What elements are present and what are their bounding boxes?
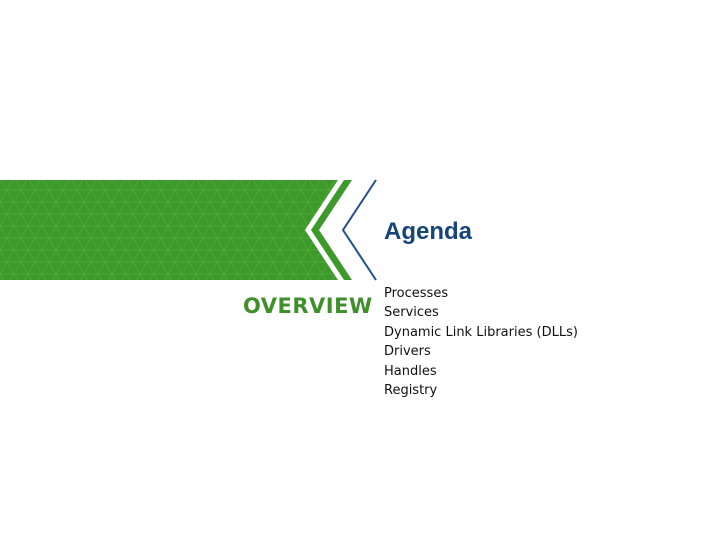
- green-banner-graphic: [0, 178, 380, 282]
- agenda-item: Processes: [384, 286, 449, 301]
- agenda-list: [384, 284, 578, 400]
- agenda-item: Dynamic Link Libraries (DLLs): [384, 324, 578, 340]
- agenda-item: Registry: [384, 383, 438, 399]
- section-label-overview: OVERVIEW: [243, 294, 373, 318]
- agenda-title: Agenda: [384, 218, 473, 245]
- agenda-item: Handles: [384, 363, 437, 379]
- agenda-item: Drivers: [384, 344, 431, 360]
- agenda-item: Services: [384, 305, 439, 321]
